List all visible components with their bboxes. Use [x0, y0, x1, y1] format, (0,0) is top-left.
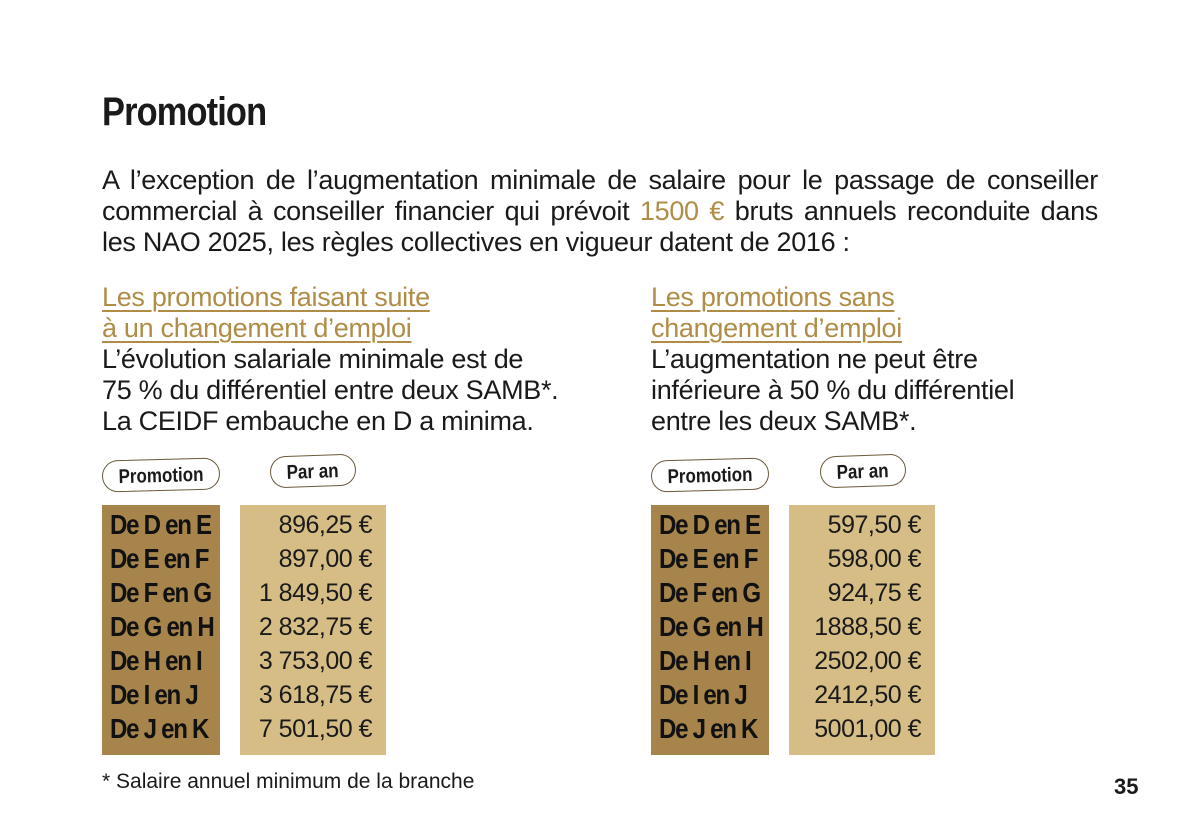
row-label: De F en G: [110, 577, 211, 608]
footnote: * Salaire annuel minimum de la branche: [102, 770, 475, 793]
left-heading-line2: à un changement d’emploi: [102, 313, 412, 343]
table-row: [110, 508, 218, 542]
row-label: De H en I: [659, 645, 751, 676]
row-label: De J en K: [659, 713, 758, 744]
left-promotion-label: [102, 457, 221, 492]
right-text-line3: entre les deux SAMB*.: [651, 406, 917, 436]
table-row: [659, 644, 767, 678]
row-value: 924,75 €: [827, 579, 921, 607]
table-row: [659, 610, 767, 644]
intro-amount: 1500 €: [639, 196, 725, 226]
row-value: 897,00 €: [278, 545, 372, 573]
right-text-line1: L’augmentation ne peut être: [651, 344, 978, 374]
table-row: [659, 712, 767, 746]
left-par-an-label-text: Par an: [286, 460, 340, 484]
left-section: [102, 282, 622, 437]
row-label: De G en H: [659, 611, 763, 642]
row-value: 3 618,75 €: [258, 681, 372, 709]
left-text-line2: 75 % du différentiel entre deux SAMB*.: [102, 375, 559, 405]
left-heading-line1: Les promotions faisant suite: [102, 282, 430, 312]
table-row: [110, 576, 218, 610]
intro-text-end: bruts annuels reconduite dans les NAO 2025, les règles collectives en vigueur datent de 2016 :: [102, 196, 1099, 257]
right-values: [793, 508, 921, 746]
page-title: Promotion: [102, 90, 267, 134]
right-par-an-label-text: Par an: [836, 460, 890, 484]
table-row: [110, 542, 218, 576]
table-row: [659, 678, 767, 712]
table-row: [659, 576, 767, 610]
table-row: [659, 508, 767, 542]
row-value: 598,00 €: [827, 545, 921, 573]
row-label: De E en F: [659, 543, 758, 574]
row-value: 2 832,75 €: [258, 613, 372, 641]
row-label: De G en H: [110, 611, 214, 642]
row-label: De D en E: [659, 509, 760, 540]
row-label: De I en J: [659, 679, 747, 710]
row-value: 2412,50 €: [814, 681, 921, 709]
table-row: [659, 542, 767, 576]
intro-text-start: A l’exception de l’augmentation minimale de salaire pour le passage de conseiller commercial à conseiller financier qui prévoit: [102, 165, 1098, 226]
right-labels: [659, 508, 767, 746]
row-value: 896,25 €: [278, 511, 372, 539]
left-promotion-label-text: Promotion: [118, 463, 204, 489]
row-value: 1 849,50 €: [258, 579, 372, 607]
right-promotion-label-text: Promotion: [667, 463, 753, 489]
left-par-an-label: [269, 454, 356, 489]
intro-paragraph: [102, 165, 1098, 258]
row-label: De H en I: [110, 645, 202, 676]
right-section: [651, 282, 1171, 437]
row-value: 1888,50 €: [814, 613, 921, 641]
row-label: De F en G: [659, 577, 760, 608]
row-label: De I en J: [110, 679, 198, 710]
table-row: [110, 712, 218, 746]
row-value: 2502,00 €: [814, 647, 921, 675]
row-value: 7 501,50 €: [258, 715, 372, 743]
table-row: [110, 644, 218, 678]
right-heading-line1: Les promotions sans: [651, 282, 895, 312]
left-text-line1: L’évolution salariale minimale est de: [102, 344, 524, 374]
right-par-an-label: [819, 454, 906, 489]
row-label: De D en E: [110, 509, 211, 540]
left-labels: [110, 508, 218, 746]
left-values: [244, 508, 372, 746]
row-label: De J en K: [110, 713, 209, 744]
row-value: 597,50 €: [827, 511, 921, 539]
table-row: [110, 678, 218, 712]
left-text-line3: La CEIDF embauche en D a minima.: [102, 406, 534, 436]
right-heading-line2: changement d’emploi: [651, 313, 902, 343]
table-row: [110, 610, 218, 644]
right-promotion-label: [651, 457, 770, 492]
row-value: 5001,00 €: [814, 715, 921, 743]
page-number: 35: [1114, 774, 1139, 799]
row-label: De E en F: [110, 543, 209, 574]
right-text-line2: inférieure à 50 % du différentiel: [651, 375, 1015, 405]
row-value: 3 753,00 €: [258, 647, 372, 675]
